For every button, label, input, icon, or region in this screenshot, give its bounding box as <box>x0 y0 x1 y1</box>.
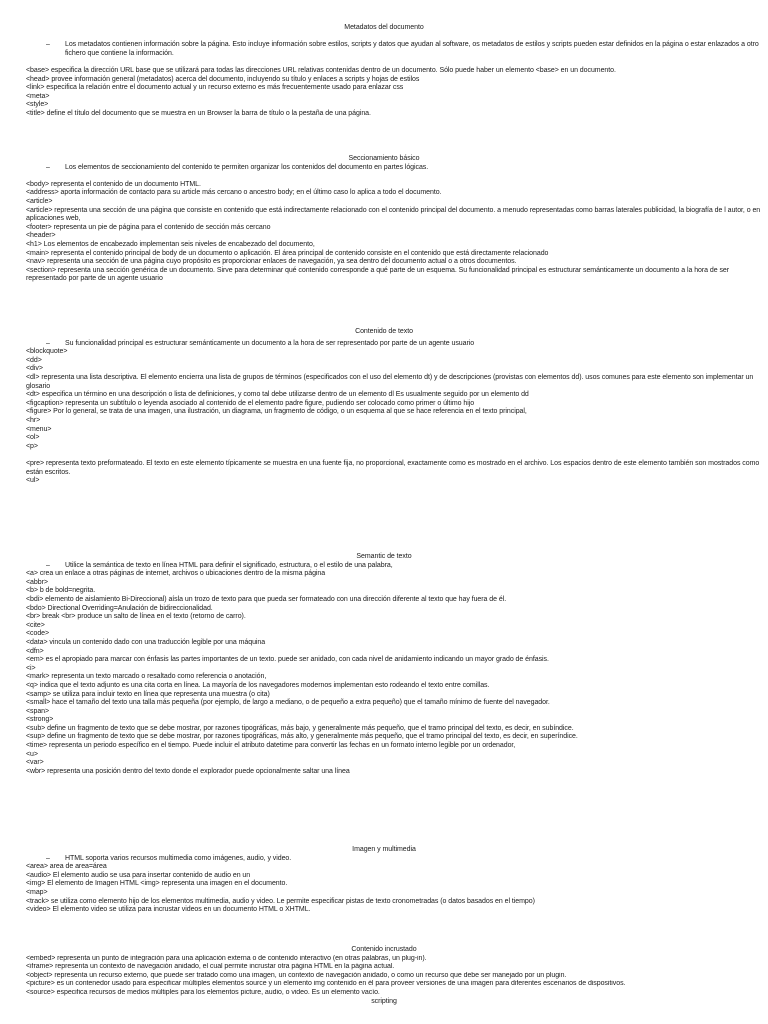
section-seccionamiento <box>0 155 768 284</box>
list-item: <q> indica que el texto adjunto es una cita corta en línea. La mayoría de los navegadores modernos implementan esto rodeando el texto entre comillas. <box>26 681 490 689</box>
list-item: <body> representa el contenido de un documento HTML. <box>26 180 201 188</box>
list-item: <bdo> Directional Overriding=Anulación de bidireccionalidad. <box>26 604 213 612</box>
list-item: <var> <box>26 759 44 767</box>
list-item: <nav> representa una sección de una página cuyo propósito es proporcionar enlaces de navegación, ya sea dentro del documento actual o a otros documentos. <box>26 258 517 266</box>
list-item: <article> <box>26 197 53 205</box>
list-item: <wbr> representa una posición dentro del texto donde el explorador puede opcionalmente saltar una línea <box>26 767 350 775</box>
bullet-text: Su funcionalidad principal es estructurar semánticamente un documento a la hora de ser representado por parte de un agente usuario <box>65 339 475 347</box>
list-item: <span> <box>26 707 50 715</box>
list-item: <br> break <br> produce un salto de línea en el texto (retorno de carro). <box>26 613 246 621</box>
section-bullet: – Los elementos de seccionamiento del contenido te permiten organizar los contenidos del documento en partes lógicas. <box>0 164 768 173</box>
list-item: <figure> Por lo general, se trata de una imagen, una ilustración, un diagrama, un fragmento de código, o un esquema al que se hace referencia en el texto principal, <box>26 408 527 416</box>
bullet-text: HTML soporta varios recursos multimedia como imágenes, audio, y video. <box>65 854 292 862</box>
list-item: <link> especifica la relación entre el documento actual y un recurso externo es más frecuentemente usado para enlazar css <box>26 84 404 92</box>
list-item: <base> especifica la dirección URL base que se utilizará para todas las direcciones URL relativas contenidas dentro de un documento. Sólo puede haber un elemento <base> en un documento. <box>26 66 616 74</box>
list-item: <source> especifica recursos de medios múltiples para los elementos picture, audio, o video. Es un elemento vacío. <box>26 988 380 996</box>
section-bullet: – HTML soporta varios recursos multimedia como imágenes, audio, y video. <box>0 855 768 864</box>
bullet-text: Los metadatos contienen información sobre la página. Esto incluye información sobre estilos, scripts y datos que ayudan al software, os metadatos de estilos y scripts pueden estar definidos en la página o estar enlazados a otro fichero que contiene la información. <box>65 41 759 57</box>
section-contenido-incrustado <box>0 946 768 1006</box>
list-item: <menu> <box>26 425 52 433</box>
section-bullet: – Utilice la semántica de texto en línea HTML para definir el significado, estructura, o el estilo de una palabra, <box>0 562 768 571</box>
list-item: <cite> <box>26 621 45 629</box>
list-item: <ul> <box>26 477 40 485</box>
list-item: <blockquote> <box>26 348 68 356</box>
list-item: <dd> <box>26 356 42 364</box>
element-list <box>0 348 768 486</box>
section-bullet: – Su funcionalidad principal es estructurar semánticamente un documento a la hora de ser representado por parte de un agente usuario <box>0 340 768 349</box>
section-title: Imagen y multimedia <box>352 846 416 853</box>
list-item: <dt> especifica un término en una descripción o lista de definiciones, y como tal debe utilizarse dentro de un elemento dl Es usualmente seguido por un elemento dd <box>26 391 529 399</box>
list-item: <small> hace el tamaño del texto una talla más pequeña (por ejemplo, de largo a mediano, o de pequeño a extra pequeño) que el tamaño mínimo de fuente del navegador. <box>26 699 550 707</box>
list-item: <sup> define un fragmento de texto que se debe mostrar, por razones tipográficas, más alto, y generalmente más pequeño, que el tramo principal del texto, es decir, en superíndice. <box>26 733 578 741</box>
list-item: <dfn> <box>26 647 44 655</box>
list-item: <samp> se utiliza para incluir texto en línea que representa una muestra (o cita) <box>26 690 270 698</box>
list-item: <article> representa una sección de una página que consiste en contenido que está indirectamente relacionado con el contenido principal del documento. a menudo representadas como barras laterales publicidad, la biografía de l autor, o en aplicaciones web, <box>26 206 761 223</box>
element-list <box>0 181 768 284</box>
list-item: <b> b de bold=negrita. <box>26 587 96 595</box>
list-item: <div> <box>26 365 43 373</box>
section-title: Semantic de texto <box>356 553 412 560</box>
list-item: <time> representa un periodo específico en el tiempo. Puede incluir el atributo datetime para convertir las fechas en un formato interno legible por un ordenador, <box>26 742 516 750</box>
section-title: Contenido de texto <box>355 328 413 335</box>
list-item: <p> <box>26 442 38 450</box>
list-item: <meta> <box>26 92 50 100</box>
list-item: <footer> representa un pie de página para el contenido de sección más cercano <box>26 223 271 231</box>
list-item: <audio> El elemento audio se usa para insertar contenido de audio en un <box>26 871 251 879</box>
list-item: <head> provee información general (metadatos) acerca del documento, incluyendo su título y enlaces a scripts y hojas de estilos <box>26 75 420 83</box>
list-item: <ol> <box>26 434 40 442</box>
list-item: <hr> <box>26 416 41 424</box>
list-item: <video> El elemento video se utiliza para incrustar videos en un documento HTML o XHTML. <box>26 906 311 914</box>
list-item: <area> area de area=área <box>26 863 107 871</box>
bullet-text: Los elementos de seccionamiento del contenido te permiten organizar los contenidos del documento en partes lógicas. <box>65 163 429 171</box>
section-contenido-texto <box>0 328 768 486</box>
section-title-scripting: scripting <box>371 997 397 1005</box>
section-bullet: – Los metadatos contienen información sobre la página. Esto incluye información sobre estilos, scripts y datos que ayudan al software, os metadatos de estilos y scripts pueden estar definidos en la página o estar enlazados a otro fichero que contiene la información. <box>0 41 768 58</box>
section-semantica-texto <box>0 553 768 776</box>
section-title: Seccionamiento básico <box>348 155 420 162</box>
element-list <box>0 570 768 776</box>
list-item: <sub> define un fragmento de texto que se debe mostrar, por razones tipográficas, más bajo, y generalmente más pequeño, que el tramo principal del texto, es decir, en subíndice. <box>26 724 574 732</box>
list-item: <section> representa una sección genérica de un documento. Sirve para determinar qué contenido corresponde a qué parte de un esquema. Su funcionalidad principal es estructurar semánticamente un documento a la hora de ser representado por parte de un agente usuario <box>26 266 730 283</box>
list-item: <header> <box>26 232 56 240</box>
bullet-text: Utilice la semántica de texto en línea HTML para definir el significado, estructura, o el estilo de una palabra, <box>65 561 393 569</box>
list-item: <abbr> <box>26 578 48 586</box>
list-item: <pre> representa texto preformateado. El texto en este elemento típicamente se muestra en una fuente fija, no proporcional, exactamente como es mostrado en el archivo. Los espacios dentro de este elemento también son mostrados como están escritos. <box>26 459 760 476</box>
list-item: <data> vincula un contenido dado con una traducción legible por una máquina <box>26 638 266 646</box>
list-item: <em> es el apropiado para marcar con énfasis las partes importantes de un texto. puede ser anidado, con cada nivel de anidamiento indicando un mayor grado de énfasis. <box>26 656 549 664</box>
list-item: <strong> <box>26 716 54 724</box>
list-item: <style> <box>26 101 49 109</box>
list-item: <main> representa el contenido principal de body de un documento o aplicación. El área principal de contenido consiste en el contenido que está directamente relacionado <box>26 249 549 257</box>
list-item: <object> representa un recurso externo, que puede ser tratado como una imagen, un contexto de navegación anidado, o como un recurso que debe ser manejado por un plugin. <box>26 971 567 979</box>
section-title: Metadatos del documento <box>344 24 424 31</box>
section-metadatos <box>0 24 768 119</box>
list-item: <embed> representa un punto de integración para una aplicación externa o de contenido interactivo (en otras palabras, un plug-in). <box>26 954 427 962</box>
list-item: <a> crea un enlace a otras páginas de internet, archivos o ubicaciones dentro de la misma página <box>26 570 326 578</box>
list-item: <map> <box>26 888 48 896</box>
list-item: <picture> es un contenedor usado para especificar múltiples elementos source y un elemento img contenido en él para proveer versiones de una imagen para diferentes escenarios de dispositivos. <box>26 980 626 988</box>
list-item: <i> <box>26 664 36 672</box>
list-item: <track> se utiliza como elemento hijo de los elementos multimedia, audio y video. Le permite especificar pistas de texto cronometradas (o datos basados en el tiempo) <box>26 897 535 905</box>
section-title: Contenido incrustado <box>351 946 417 953</box>
element-list <box>0 863 768 915</box>
list-item: <address> aporta información de contacto para su article más cercano o ancestro body; en el último caso lo aplica a todo el documento. <box>26 189 442 197</box>
element-list <box>0 955 768 998</box>
list-item: <mark> representa un texto marcado o resaltado como referencia o anotación, <box>26 673 267 681</box>
list-item: <dl> representa una lista descriptiva. El elemento encierra una lista de grupos de términos (especificados con el uso del elemento dt) y de descripciones (provistas con elementos dd). usos comunes para este elemento son implementar un glosario <box>26 373 754 390</box>
section-imagen-multimedia <box>0 846 768 915</box>
list-item: <h1> Los elementos de encabezado implementan seis niveles de encabezado del documento, <box>26 240 315 248</box>
list-item: <title> define el título del documento que se muestra en un Browser la barra de título o la pestaña de una página. <box>26 109 371 117</box>
list-item: <bdi> elemento de aislamiento Bi-Direccional) aísla un trozo de texto para que pueda ser formateado con una dirección diferente al texto que hay fuera de él. <box>26 595 507 603</box>
list-item: <iframe> representa un contexto de navegación anidado, el cual permite incrustar otra página HTML en la página actual. <box>26 963 395 971</box>
list-item: <figcaption> representa un subtítulo o leyenda asociado al contenido de el elemento padre figure, pudiendo ser colocado como primer o último hijo <box>26 399 475 407</box>
list-item: <img> El elemento de Imagen HTML <img> representa una imagen en el documento. <box>26 880 288 888</box>
element-list <box>0 67 768 119</box>
list-item: <code> <box>26 630 50 638</box>
list-item: <u> <box>26 750 38 758</box>
